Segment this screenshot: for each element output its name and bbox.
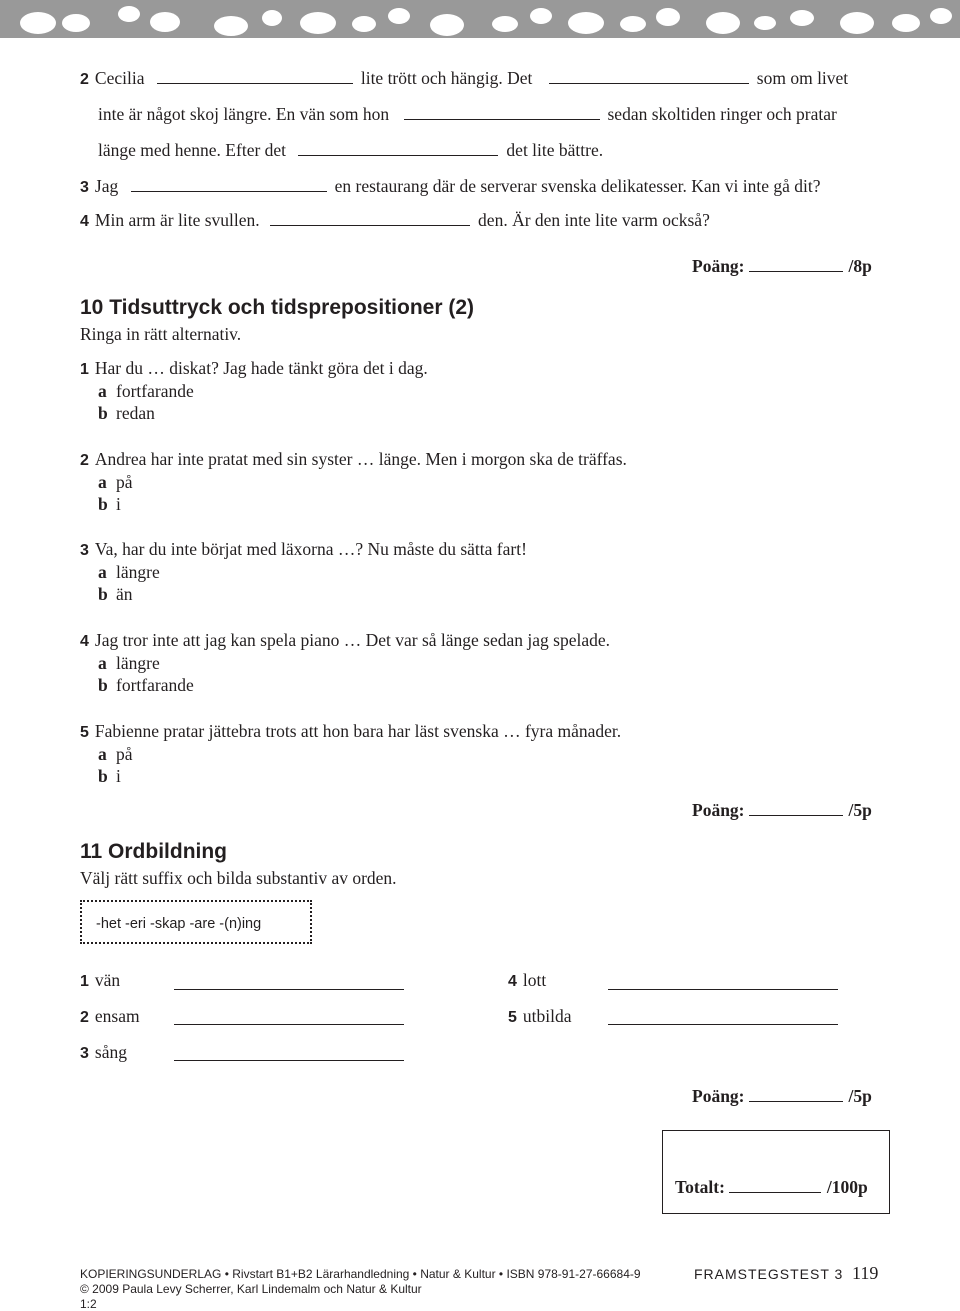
option-text: än: [116, 584, 133, 604]
score-prev-section: Poäng: /8p: [692, 256, 872, 276]
decorative-dot: [530, 8, 552, 24]
question-1: [80, 358, 428, 379]
option-b[interactable]: [98, 675, 194, 696]
word-answer-line-5[interactable]: [608, 1023, 838, 1025]
section-11-title: 11 Ordbildning: [80, 840, 228, 863]
answer-blank[interactable]: [549, 69, 749, 84]
decorative-dot: [388, 8, 410, 24]
option-text: längre: [116, 653, 160, 673]
option-b[interactable]: [98, 494, 121, 515]
footer-code: 1:2: [80, 1297, 97, 1311]
score-blank[interactable]: [749, 801, 843, 816]
decorative-dot: [430, 14, 464, 36]
decorative-dot: [706, 12, 740, 34]
option-text: på: [116, 472, 133, 492]
decorative-dot: [262, 10, 282, 26]
page-number: 119: [852, 1263, 879, 1283]
answer-blank[interactable]: [298, 141, 498, 156]
decorative-dot: [930, 8, 952, 24]
score-section-10: Poäng: /5p: [692, 800, 872, 820]
footer-publication-info: KOPIERINGSUNDERLAG • Rivstart B1+B2 Lärarhandledning • Natur & Kultur • ISBN 978-91-27-66684-9: [80, 1267, 641, 1281]
option-b[interactable]: [98, 584, 133, 605]
option-letter: a: [98, 472, 107, 492]
decorative-dot: [62, 14, 90, 32]
answer-blank[interactable]: [131, 177, 327, 192]
question-text: Va, har du inte börjat med läxorna …? Nu måste du sätta fart!: [94, 539, 527, 559]
question-3: [80, 539, 527, 560]
word-answer-line-4[interactable]: [608, 988, 838, 990]
item-number: 2: [80, 71, 89, 88]
option-b[interactable]: [98, 403, 155, 424]
decorative-dot: [754, 16, 776, 30]
decorative-dot: [214, 16, 248, 36]
decorative-top-band: [0, 0, 960, 38]
question-number: 2: [80, 452, 89, 469]
option-text: på: [116, 744, 133, 764]
decorative-dot: [20, 12, 56, 34]
option-text: redan: [116, 403, 155, 423]
score-blank[interactable]: [749, 1087, 843, 1102]
option-letter: b: [98, 675, 108, 695]
word-item-5: 5 utbilda: [508, 1006, 572, 1026]
word-answer-line-3[interactable]: [174, 1059, 404, 1061]
option-a[interactable]: [98, 381, 194, 402]
suffix-box: [80, 900, 312, 944]
footer-test-label: FRAMSTEGSTEST 3: [694, 1266, 844, 1282]
option-a[interactable]: [98, 562, 160, 583]
question-number: 4: [80, 633, 89, 650]
question-4: [80, 630, 610, 651]
answer-blank[interactable]: [404, 105, 600, 120]
option-letter: a: [98, 744, 107, 764]
question-text: Fabienne pratar jättebra trots att hon bara har läst svenska … fyra månader.: [94, 721, 622, 741]
section-10-instruction: Ringa in rätt alternativ.: [80, 324, 242, 344]
option-text: längre: [116, 562, 160, 582]
option-b[interactable]: [98, 766, 121, 787]
option-text: fortfarande: [116, 381, 194, 401]
footer-copyright: © 2009 Paula Levy Scherrer, Karl Lindemalm och Natur & Kultur: [80, 1282, 422, 1296]
word-answer-line-1[interactable]: [174, 988, 404, 990]
suffix-list: -het -eri -skap -are -(n)ing: [96, 916, 262, 932]
decorative-dot: [568, 12, 604, 34]
word-answer-line-2[interactable]: [174, 1023, 404, 1025]
question-number: 3: [80, 542, 89, 559]
score-blank[interactable]: [749, 257, 843, 272]
question-number: 5: [80, 724, 89, 741]
item-2-line-2: inte är något skoj längre. En vän som hon sedan skoltiden ringer och pratar: [98, 104, 837, 124]
option-text: fortfarande: [116, 675, 194, 695]
item-number: 3: [80, 179, 89, 196]
option-text: i: [116, 766, 121, 786]
decorative-dot: [492, 16, 518, 32]
word-item-3: 3 sång: [80, 1042, 127, 1062]
item-2-line-3: länge med henne. Efter det det lite bättre.: [98, 140, 604, 160]
decorative-dot: [352, 16, 376, 32]
total-blank[interactable]: [729, 1178, 821, 1193]
decorative-dot: [118, 6, 140, 22]
option-letter: b: [98, 494, 108, 514]
option-a[interactable]: [98, 744, 133, 765]
question-text: Andrea har inte pratat med sin syster … länge. Men i morgon ska de träffas.: [94, 449, 627, 469]
option-a[interactable]: [98, 653, 160, 674]
word-item-1: 1 vän: [80, 970, 121, 990]
section-11-instruction: Välj rätt suffix och bilda substantiv av orden.: [80, 868, 397, 888]
option-a[interactable]: [98, 472, 133, 493]
decorative-dot: [840, 12, 874, 34]
decorative-dot: [790, 10, 814, 26]
decorative-dot: [300, 12, 336, 34]
score-section-11: Poäng: /5p: [692, 1086, 872, 1106]
word-item-2: 2 ensam: [80, 1006, 140, 1026]
item-2-line-1: 2 Cecilia lite trött och hängig. Det som om livet: [80, 68, 849, 88]
answer-blank[interactable]: [157, 69, 353, 84]
decorative-dot: [620, 16, 646, 32]
option-letter: b: [98, 403, 108, 423]
question-number: 1: [80, 361, 89, 378]
decorative-dot: [656, 8, 680, 26]
section-10-title: 10 Tidsuttryck och tidsprepositioner (2): [80, 296, 475, 319]
option-letter: a: [98, 562, 107, 582]
option-letter: a: [98, 381, 107, 401]
question-text: Jag tror inte att jag kan spela piano … Det var så länge sedan jag spelade.: [94, 630, 611, 650]
total-score-box: [662, 1130, 890, 1214]
question-2: [80, 449, 627, 470]
answer-blank[interactable]: [270, 211, 470, 226]
question-text: Har du … diskat? Jag hade tänkt göra det i dag.: [94, 358, 428, 378]
option-letter: b: [98, 766, 108, 786]
total-score: Totalt: /100p: [675, 1177, 868, 1197]
option-letter: b: [98, 584, 108, 604]
item-number: 4: [80, 213, 89, 230]
question-5: [80, 721, 621, 742]
decorative-dot: [892, 14, 920, 32]
option-text: i: [116, 494, 121, 514]
item-4: 4 Min arm är lite svullen. den. Är den inte lite varm också?: [80, 210, 710, 230]
word-item-4: 4 lott: [508, 970, 547, 990]
item-3: 3 Jag en restaurang där de serverar svenska delikatesser. Kan vi inte gå dit?: [80, 176, 821, 196]
option-letter: a: [98, 653, 107, 673]
decorative-dot: [150, 12, 180, 32]
